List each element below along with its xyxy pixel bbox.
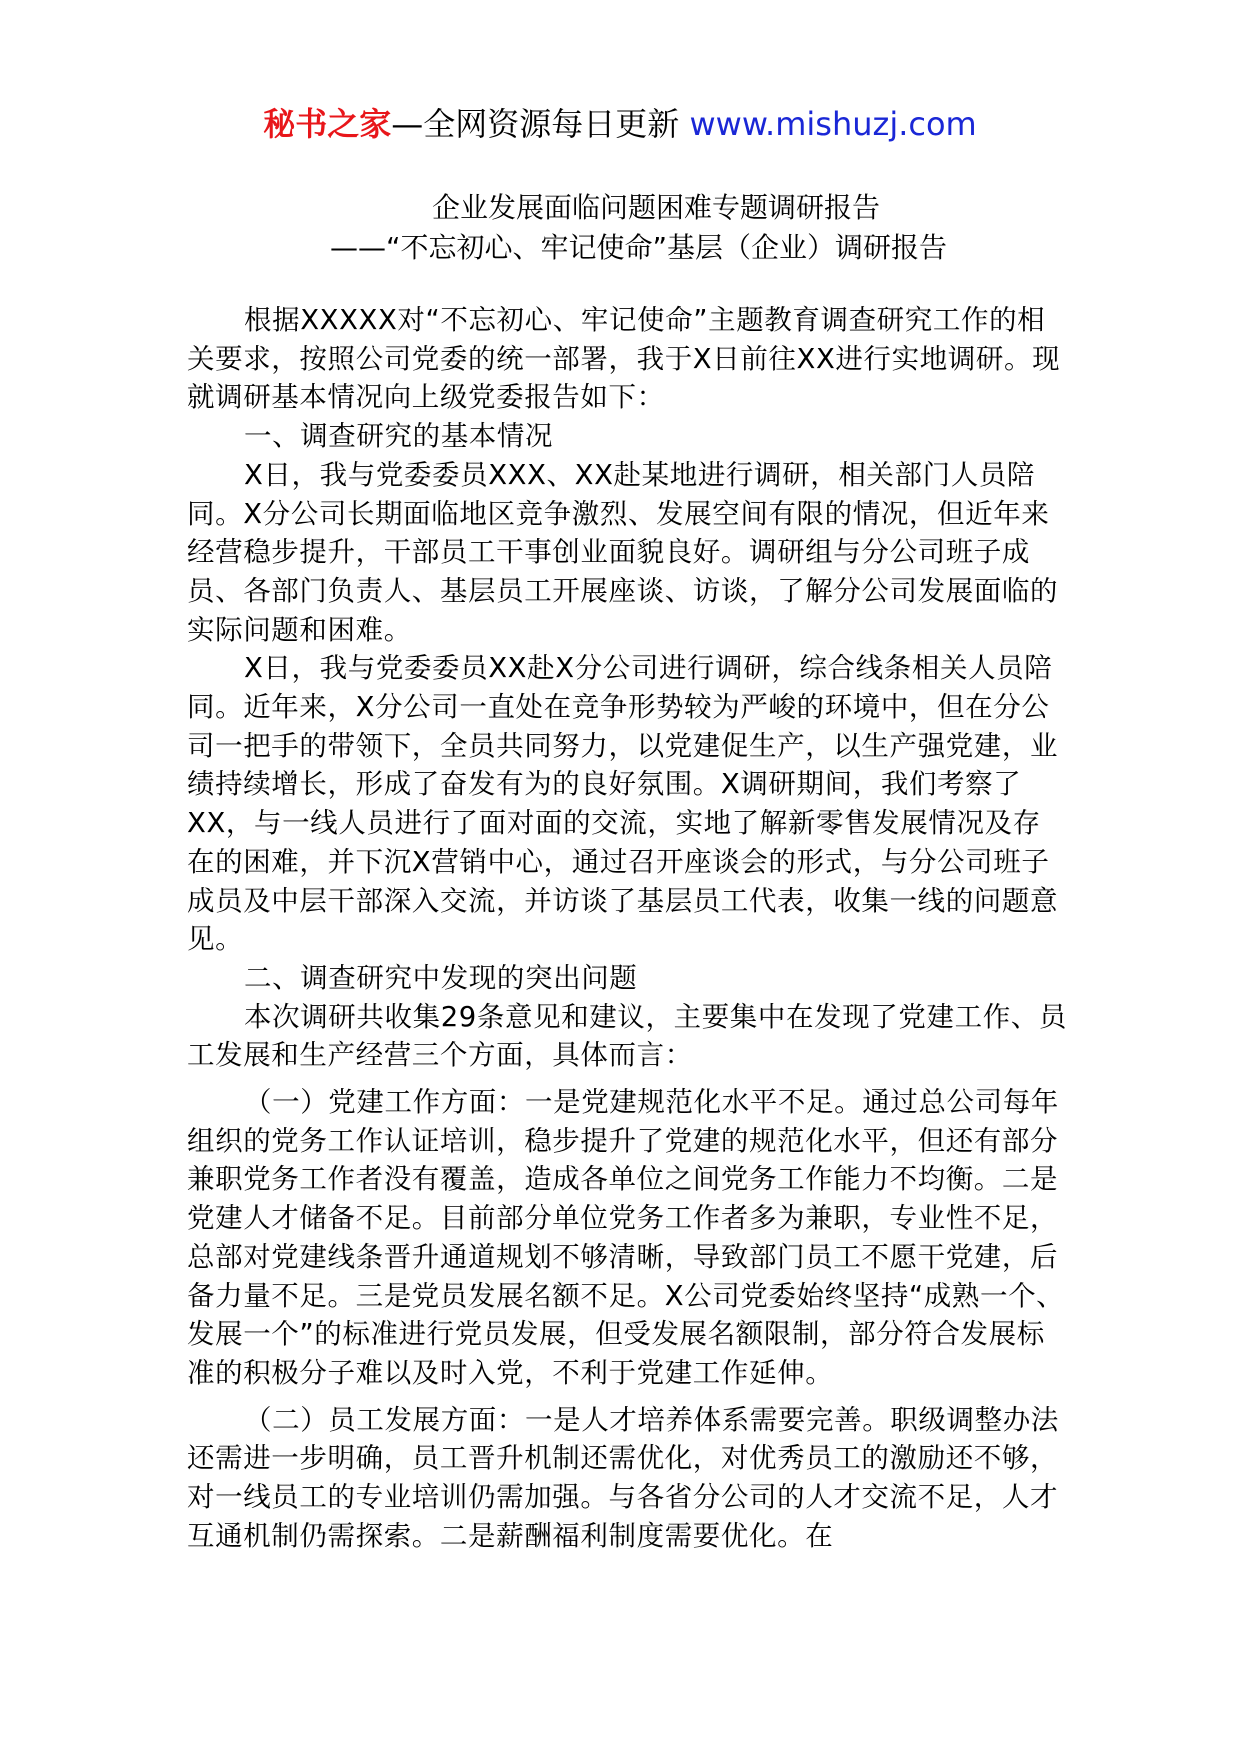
section-heading: 一、调查研究的基本情况	[244, 420, 554, 453]
document-body	[187, 301, 1067, 1556]
body-paragraph: （二）员工发展方面：一是人才培养体系需要完善。职级调整办法还需进一步明确，员工晋升机制还需优化，对优秀员工的激励还不够，对一线员工的专业培训仍需加强。与各省分公司的人才交流不足，人才互通机制仍需探索。二是薪酬福利制度需要优化。在	[187, 1403, 1059, 1552]
section-heading: 二、调查研究中发现的突出问题	[244, 961, 638, 994]
body-paragraph: X日，我与党委委员XX赴X分公司进行调研，综合线条相关人员陪同。近年来，X分公司一直处在竞争形势较为严峻的环境中，但在分公司一把手的带领下，全员共同努力，以党建促生产，以生产强党建，业绩持续增长，形成了奋发有为的良好氛围。X调研期间，我们考察了XX，与一线人员进行了面对面的交流，实地了解新零售发展情况及存在的困难，并下沉X营销中心，通过召开座谈会的形式，与分公司班子成员及中层干部深入交流，并访谈了基层员工代表，收集一线的问题意见。	[187, 652, 1059, 956]
body-paragraph: 本次调研共收集29条意见和建议，主要集中在发现了党建工作、员工发展和生产经营三个方面，具体而言：	[187, 1000, 1067, 1072]
banner-slogan: —全网资源每日更新	[391, 105, 690, 143]
document-title: 企业发展面临问题困难专题调研报告	[432, 191, 881, 224]
body-paragraph: X日，我与党委委员XXX、XX赴某地进行调研，相关部门人员陪同。X分公司长期面临地区竞争激烈、发展空间有限的情况，但近年来经营稳步提升，干部员工干事创业面貌良好。调研组与分公司班子成员、各部门负责人、基层员工开展座谈、访谈，了解分公司发展面临的实际问题和困难。	[187, 458, 1059, 646]
body-paragraph: 根据XXXXX对“不忘初心、牢记使命”主题教育调查研究工作的相关要求，按照公司党委的统一部署，我于X日前往XX进行实地调研。现就调研基本情况向上级党委报告如下：	[187, 304, 1061, 414]
site-url-link[interactable]: www.mishuzj.com	[689, 105, 977, 143]
document-subtitle: ——“不忘初心、牢记使命”基层（企业）调研报告	[330, 231, 948, 264]
body-paragraph: （一）党建工作方面：一是党建规范化水平不足。通过总公司每年组织的党务工作认证培训，稳步提升了党建的规范化水平，但还有部分兼职党务工作者没有覆盖，造成各单位之间党务工作能力不均衡。二是党建人才储备不足。目前部分单位党务工作者多为兼职，专业性不足，总部对党建线条晋升通道规划不够清晰，导致部门员工不愿干党建，后备力量不足。三是党员发展名额不足。X公司党委始终坚持“成熟一个、发展一个”的标准进行党员发展，但受发展名额限制，部分符合发展标准的积极分子难以及时入党，不利于党建工作延伸。	[187, 1086, 1065, 1389]
brand-name: 秘书之家	[263, 105, 392, 143]
site-banner	[0, 100, 1240, 148]
